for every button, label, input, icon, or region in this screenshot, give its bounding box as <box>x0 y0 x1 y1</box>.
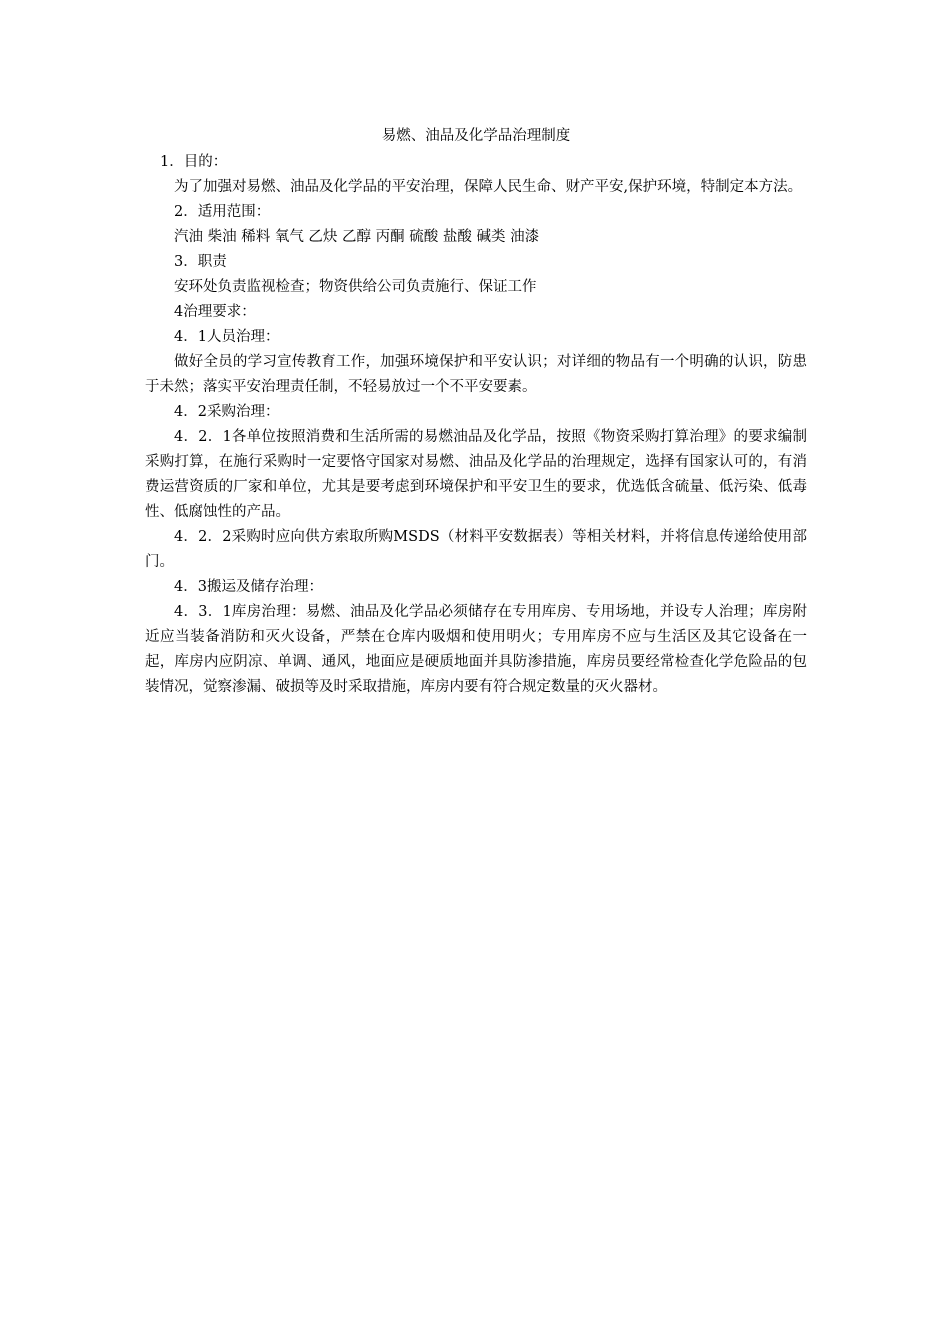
paragraph-procurement-1: 4．2．1各单位按照消费和生活所需的易燃油品及化学品，按照《物资采购打算治理》的要求编制采购打算，在施行采购时一定要恪守国家对易燃、油品及化学品的治理规定，选择有国家认可的，有消费运营资质的厂家和单位，尤其是要考虑到环境保护和平安卫生的要求，优选低含硫量、低污染、低毒性、低腐蚀性的产品。 <box>145 429 807 520</box>
paragraph-personnel: 做好全员的学习宣传教育工作，加强环境保护和平安认识；对详细的物品有一个明确的认识，防患于未然；落实平安治理责任制，不轻易放过一个不平安要素。 <box>145 354 807 395</box>
section-heading-requirements: 4治理要求： <box>174 304 256 320</box>
section-heading-duties: 3．职责 <box>174 254 227 270</box>
paragraph-storage-1: 4．3．1库房治理：易燃、油品及化学品必须储存在专用库房、专用场地，并设专人治理；库房附近应当装备消防和灭火设备，严禁在仓库内吸烟和使用明火；专用库房不应与生活区及其它设备在一起，库房内应阴凉、单调、通风，地面应是硬质地面并具防渗措施，库房员要经常检查化学危险品的包装情况，觉察渗漏、破损等及时采取措施，库房内要有符合规定数量的灭火器材。 <box>145 604 807 695</box>
paragraph-duties: 安环处负责监视检查；物资供给公司负责施行、保证工作 <box>174 279 537 295</box>
paragraph-procurement-2: 4．2．2采购时应向供方索取所购MSDS（材料平安数据表）等相关材料，并将信息传递给使用部门。 <box>145 529 807 570</box>
paragraph-scope-items: 汽油 柴油 稀料 氧气 乙炔 乙醇 丙酮 硫酸 盐酸 碱类 油漆 <box>174 229 540 245</box>
section-heading-purpose: 1．目的： <box>160 154 228 170</box>
subsection-heading-personnel: 4．1人员治理： <box>174 329 280 345</box>
subsection-heading-procurement: 4．2采购治理： <box>174 404 280 420</box>
subsection-heading-storage: 4．3搬运及储存治理： <box>174 579 323 595</box>
document-body <box>145 124 807 700</box>
document-title: 易燃、油品及化学品治理制度 <box>381 128 571 144</box>
paragraph-purpose: 为了加强对易燃、油品及化学品的平安治理，保障人民生命、财产平安,保护环境，特制定本方法。 <box>174 179 803 195</box>
section-heading-scope: 2．适用范围： <box>174 204 271 220</box>
